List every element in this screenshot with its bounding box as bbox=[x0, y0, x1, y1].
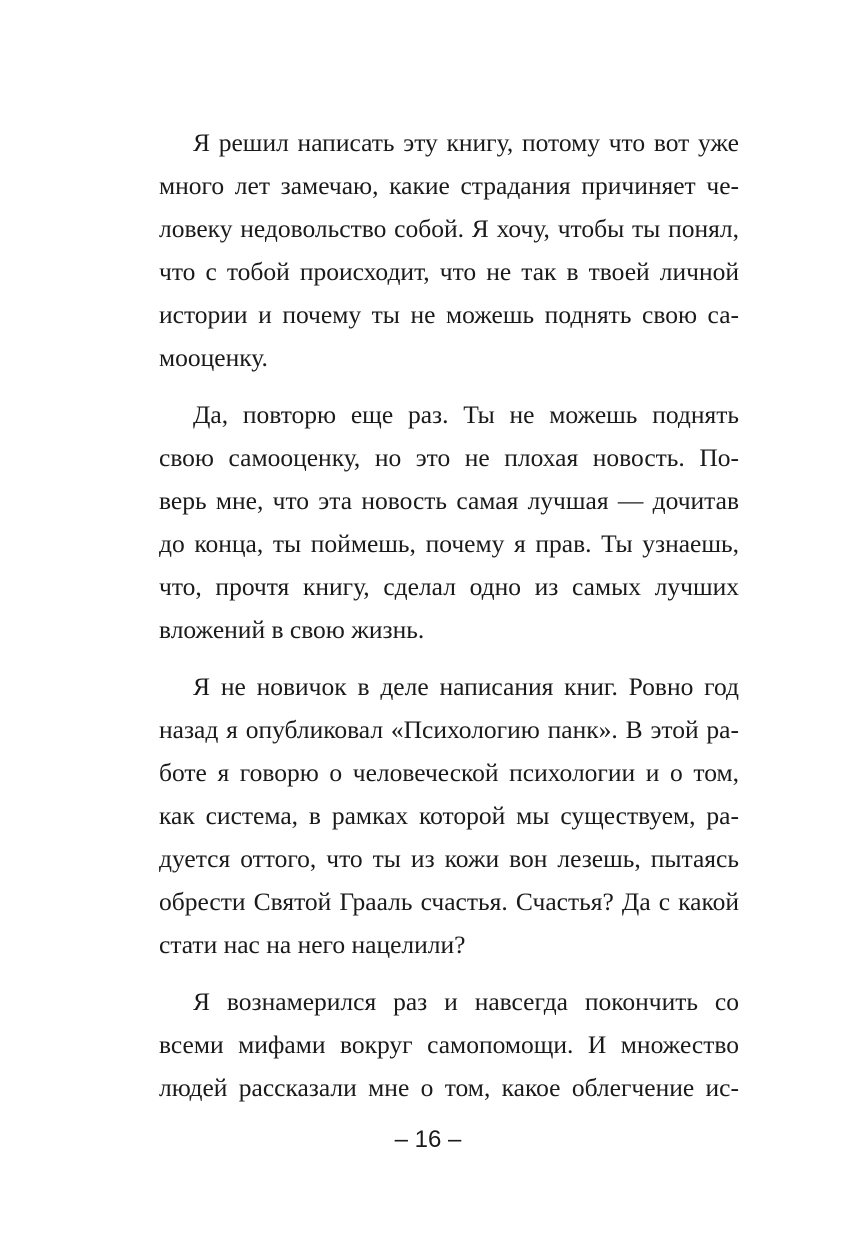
text-line: дуется оттого, что ты из кожи вон лезешь, пытаясь bbox=[159, 844, 739, 873]
text-line: свою самооценку, но это не плохая новость. По- bbox=[159, 443, 739, 472]
text-line: назад я опубликовал «Психологию панк». В этой ра- bbox=[159, 715, 739, 744]
text-line: ловеку недовольство собой. Я хочу, чтобы ты понял, bbox=[159, 214, 739, 243]
text-line: мооценку. bbox=[159, 343, 268, 372]
text-line: что с тобой происходит, что не так в твоей личной bbox=[159, 257, 739, 286]
text-line: людей рассказали мне о том, какое облегчение ис- bbox=[159, 1073, 739, 1102]
text-line: Я вознамерился раз и навсегда покончить со bbox=[193, 987, 739, 1016]
text-line: много лет замечаю, какие страдания причиняет че- bbox=[159, 171, 739, 200]
text-line: истории и почему ты не можешь поднять свою са- bbox=[159, 300, 739, 329]
text-line: всеми мифами вокруг самопомощи. И множество bbox=[159, 1030, 739, 1059]
paragraph-4 bbox=[159, 980, 739, 1109]
text-line: Да, повторю еще раз. Ты не можешь поднять bbox=[193, 400, 739, 429]
text-line: Я решил написать эту книгу, потому что вот уже bbox=[193, 128, 739, 157]
text-line: Я не новичок в деле написания книг. Ровно год bbox=[193, 672, 739, 701]
text-line: верь мне, что эта новость самая лучшая — дочитав bbox=[159, 486, 739, 515]
text-line: стати нас на него нацелили? bbox=[159, 930, 466, 959]
text-line: что, прочтя книгу, сделал одно из самых лучших bbox=[159, 572, 739, 601]
text-line: как система, в рамках которой мы существуем, ра- bbox=[159, 801, 739, 830]
paragraph-3 bbox=[159, 665, 739, 966]
text-line: вложений в свою жизнь. bbox=[159, 615, 425, 644]
body-text bbox=[159, 121, 739, 1123]
text-line: обрести Святой Грааль счастья. Счастья? Да с какой bbox=[159, 887, 739, 916]
text-line: боте я говорю о человеческой психологии и о том, bbox=[159, 758, 739, 787]
paragraph-2 bbox=[159, 393, 739, 651]
text-line: до конца, ты поймешь, почему я прав. Ты узнаешь, bbox=[159, 529, 739, 558]
page-number: – 16 – bbox=[394, 1126, 462, 1153]
paragraph-1 bbox=[159, 121, 739, 379]
